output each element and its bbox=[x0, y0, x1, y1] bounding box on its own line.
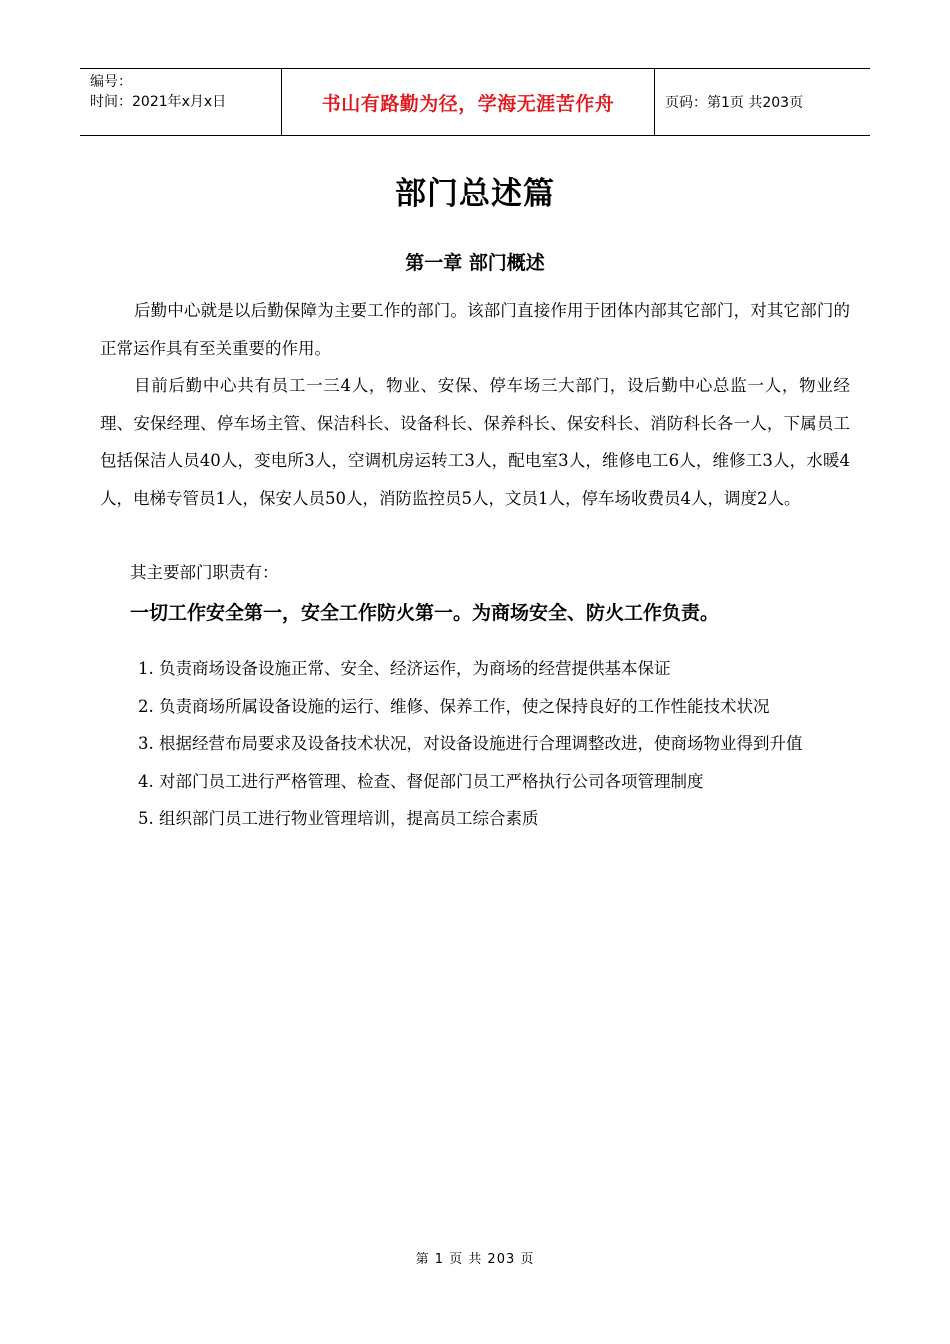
duty-list bbox=[100, 650, 850, 838]
safety-statement: 一切工作安全第一，安全工作防火第一。为商场安全、防火工作负责。 bbox=[130, 602, 720, 624]
paragraph-duties-intro: 其主要部门职责有： bbox=[130, 563, 279, 582]
header-motto: 书山有路勤为径，学海无涯苦作舟 bbox=[321, 92, 615, 115]
header-page-info: 页码：第1页 共203页 bbox=[665, 95, 804, 111]
page-title: 部门总述篇 bbox=[395, 176, 555, 212]
date-label: 时间：2021年x月x日 bbox=[90, 94, 227, 110]
paragraph-intro: 后勤中心就是以后勤保障为主要工作的部门。该部门直接作用于团体内部其它部门，对其它部门的正常运作具有至关重要的作用。 bbox=[100, 301, 850, 358]
duty-item: 2. 负责商场所属设备设施的运行、维修、保养工作，使之保持良好的工作性能技术状况 bbox=[138, 696, 770, 716]
header-motto-cell bbox=[281, 69, 655, 135]
page-footer: 第 1 页 共 203 页 bbox=[415, 1252, 535, 1267]
duty-item: 4. 对部门员工进行严格管理、检查、督促部门员工严格执行公司各项管理制度 bbox=[138, 771, 704, 791]
duty-item: 5. 组织部门员工进行物业管理培训，提高员工综合素质 bbox=[138, 809, 539, 828]
duty-item: 3. 根据经营布局要求及设备技术状况，对设备设施进行合理调整改进，使商场物业得到升值 bbox=[138, 734, 803, 753]
header-meta bbox=[80, 69, 281, 135]
paragraph-staff: 目前后勤中心共有员工一三4人，物业、安保、停车场三大部门，设后勤中心总监一人，物业经理、安保经理、停车场主管、保洁科长、设备科长、保养科长、保安科长、消防科长各一人，下属员工包括保洁人员40人，变电所3人，空调机房运转工3人，配电室3人，维修电工6人，维修工3人，水暖4人，电梯专管员1人，保安人员50人，消防监控员5人，文员1人，停车场收费员4人，调度2人。 bbox=[100, 376, 850, 508]
number-label: 编号： bbox=[90, 74, 132, 90]
header-page-cell bbox=[655, 69, 870, 135]
document-header bbox=[80, 68, 870, 136]
chapter-title: 第一章 部门概述 bbox=[405, 252, 545, 274]
duty-item: 1. 负责商场设备设施正常、安全、经济运作，为商场的经营提供基本保证 bbox=[138, 659, 671, 678]
